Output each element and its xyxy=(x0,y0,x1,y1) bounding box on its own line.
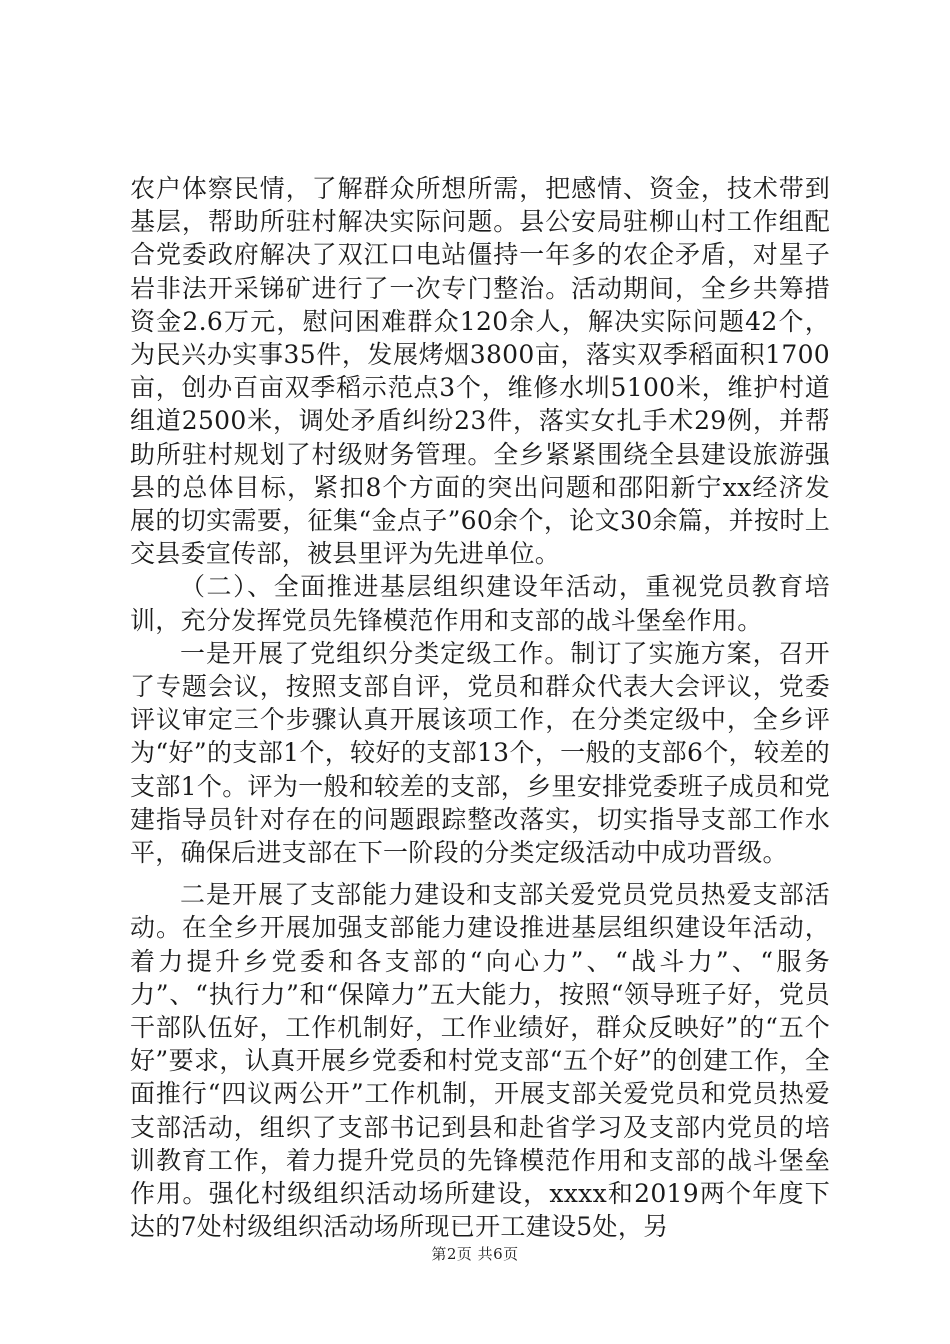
paragraph-continuation: 农户体察民情，了解群众所想所需，把感情、资金，技术带到基层，帮助所驻村解决实际问题。县公安局驻柳山村工作组配合党委政府解决了双江口电站僵持一年多的农企矛盾，对星子岩非法开采锑矿进行了一次专门整治。活动期间，全乡共筹措资金2.6万元，慰问困难群众120余人，解决实际问题42个，为民兴办实事35件，发展烤烟3800亩，落实双季稻面积1700亩，创办百亩双季稻示范点3个，维修水圳5100米，维护村道组道2500米，调处矛盾纠纷23件，落实女扎手术29例，并帮助所驻村规划了村级财务管理。全乡紧紧围绕全县建设旅游强县的总体目标，紧扣8个方面的突出问题和邵阳新宁xx经济发展的切实需要，征集“金点子”60余个，论文30余篇，并按时上交县委宣传部，被县里评为先进单位。 xyxy=(130,174,830,569)
document-body xyxy=(130,172,830,1244)
page-number-footer: 第2页 共6页 xyxy=(431,1245,519,1263)
paragraph-classification-work: 一是开展了党组织分类定级工作。制订了实施方案，召开了专题会议，按照支部自评，党员和群众代表大会评议，党委评议审定三个步骤认真开展该项工作，在分类定级中，全乡评为“好”的支部1个，较好的支部13个，一般的支部6个，较差的支部1个。评为一般和较差的支部，乡里安排党委班子成员和党建指导员针对存在的问题跟踪整改落实，切实指导支部工作水平，确保后进支部在下一阶段的分类定级活动中成功晋级。 xyxy=(130,638,830,868)
paragraph-section-heading: （二）、全面推进基层组织建设年活动，重视党员教育培训，充分发挥党员先锋模范作用和支部的战斗堡垒作用。 xyxy=(130,572,830,635)
paragraph-capacity-building: 二是开展了支部能力建设和支部关爱党员党员热爱支部活动。在全乡开展加强支部能力建设推进基层组织建设年活动，着力提升乡党委和各支部的“向心力”、“战斗力”、“服务力”、“执行力”和“保障力”五大能力，按照“领导班子好，党员干部队伍好，工作机制好，工作业绩好，群众反映好”的“五个好”要求，认真开展乡党委和村党支部“五个好”的创建工作，全面推行“四议两公开”工作机制，开展支部关爱党员和党员热爱支部活动，组织了支部书记到县和赴省学习及支部内党员的培训教育工作，着力提升党员的先锋模范作用和支部的战斗堡垒作用。强化村级组织活动场所建设，xxxx和2019两个年度下达的7处村级组织活动场所现已开工建设5处，另 xyxy=(130,880,830,1242)
